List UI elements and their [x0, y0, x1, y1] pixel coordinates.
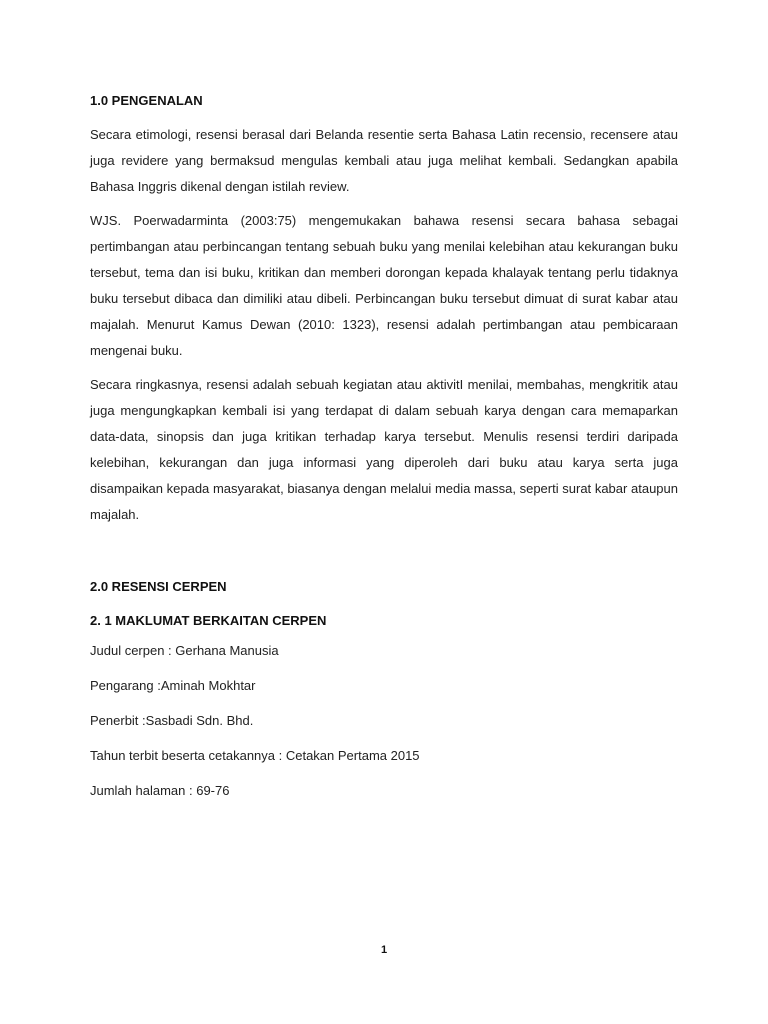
page-number: 1	[380, 944, 388, 956]
page-content	[90, 92, 678, 817]
paragraph-ringkasan: Secara ringkasnya, resensi adalah sebuah kegiatan atau aktivitI menilai, membahas, mengkritik atau juga mengungkapkan kembali isi yang terdapat di dalam sebuah karya dengan cara memaparkan data-data, sinopsis dan juga kritikan terhadap karya tersebut. Menulis resensi terdiri daripada kelebihan, kekurangan dan juga informasi yang diperoleh dari buku atau karya serta juga disampaikan kepada masyarakat, biasanya dengan melalui media massa, seperti surat kabar ataupun majalah.	[90, 377, 678, 522]
paragraph-etimologi: Secara etimologi, resensi berasal dari Belanda resentie serta Bahasa Latin recensio, recensere atau juga revidere yang bermaksud mengulas kembali atau juga melihat kembali. Sedangkan apabila Bahasa Inggris dikenal dengan istilah review.	[90, 127, 678, 194]
paragraph-definisi: WJS. Poerwadarminta (2003:75) mengemukakan bahawa resensi secara bahasa sebagai pertimbangan atau perbincangan tentang sebuah buku yang menilai kelebihan atau kekurangan buku tersebut, tema dan isi buku, kritikan dan memberi dorongan kepada khalayak tentang perlu tidaknya buku tersebut dibaca dan dimiliki atau dibeli. Perbincangan buku tersebut dimuat di surat kabar atau majalah. Menurut Kamus Dewan (2010: 1323), resensi adalah pertimbangan atau pembicaraan mengenai buku.	[90, 213, 678, 358]
info-pengarang: Pengarang :Aminah Mokhtar	[90, 678, 256, 693]
subsection-heading-maklumat: 2. 1 MAKLUMAT BERKAITAN CERPEN	[90, 613, 327, 628]
info-tahun-terbit: Tahun terbit beserta cetakannya : Cetakan Pertama 2015	[90, 748, 420, 763]
info-judul: Judul cerpen : Gerhana Manusia	[90, 643, 279, 658]
info-penerbit: Penerbit :Sasbadi Sdn. Bhd.	[90, 713, 254, 728]
section-heading-resensi-cerpen: 2.0 RESENSI CERPEN	[90, 579, 227, 594]
section-heading-pengenalan: 1.0 PENGENALAN	[90, 93, 203, 108]
info-jumlah-halaman: Jumlah halaman : 69-76	[90, 783, 230, 798]
